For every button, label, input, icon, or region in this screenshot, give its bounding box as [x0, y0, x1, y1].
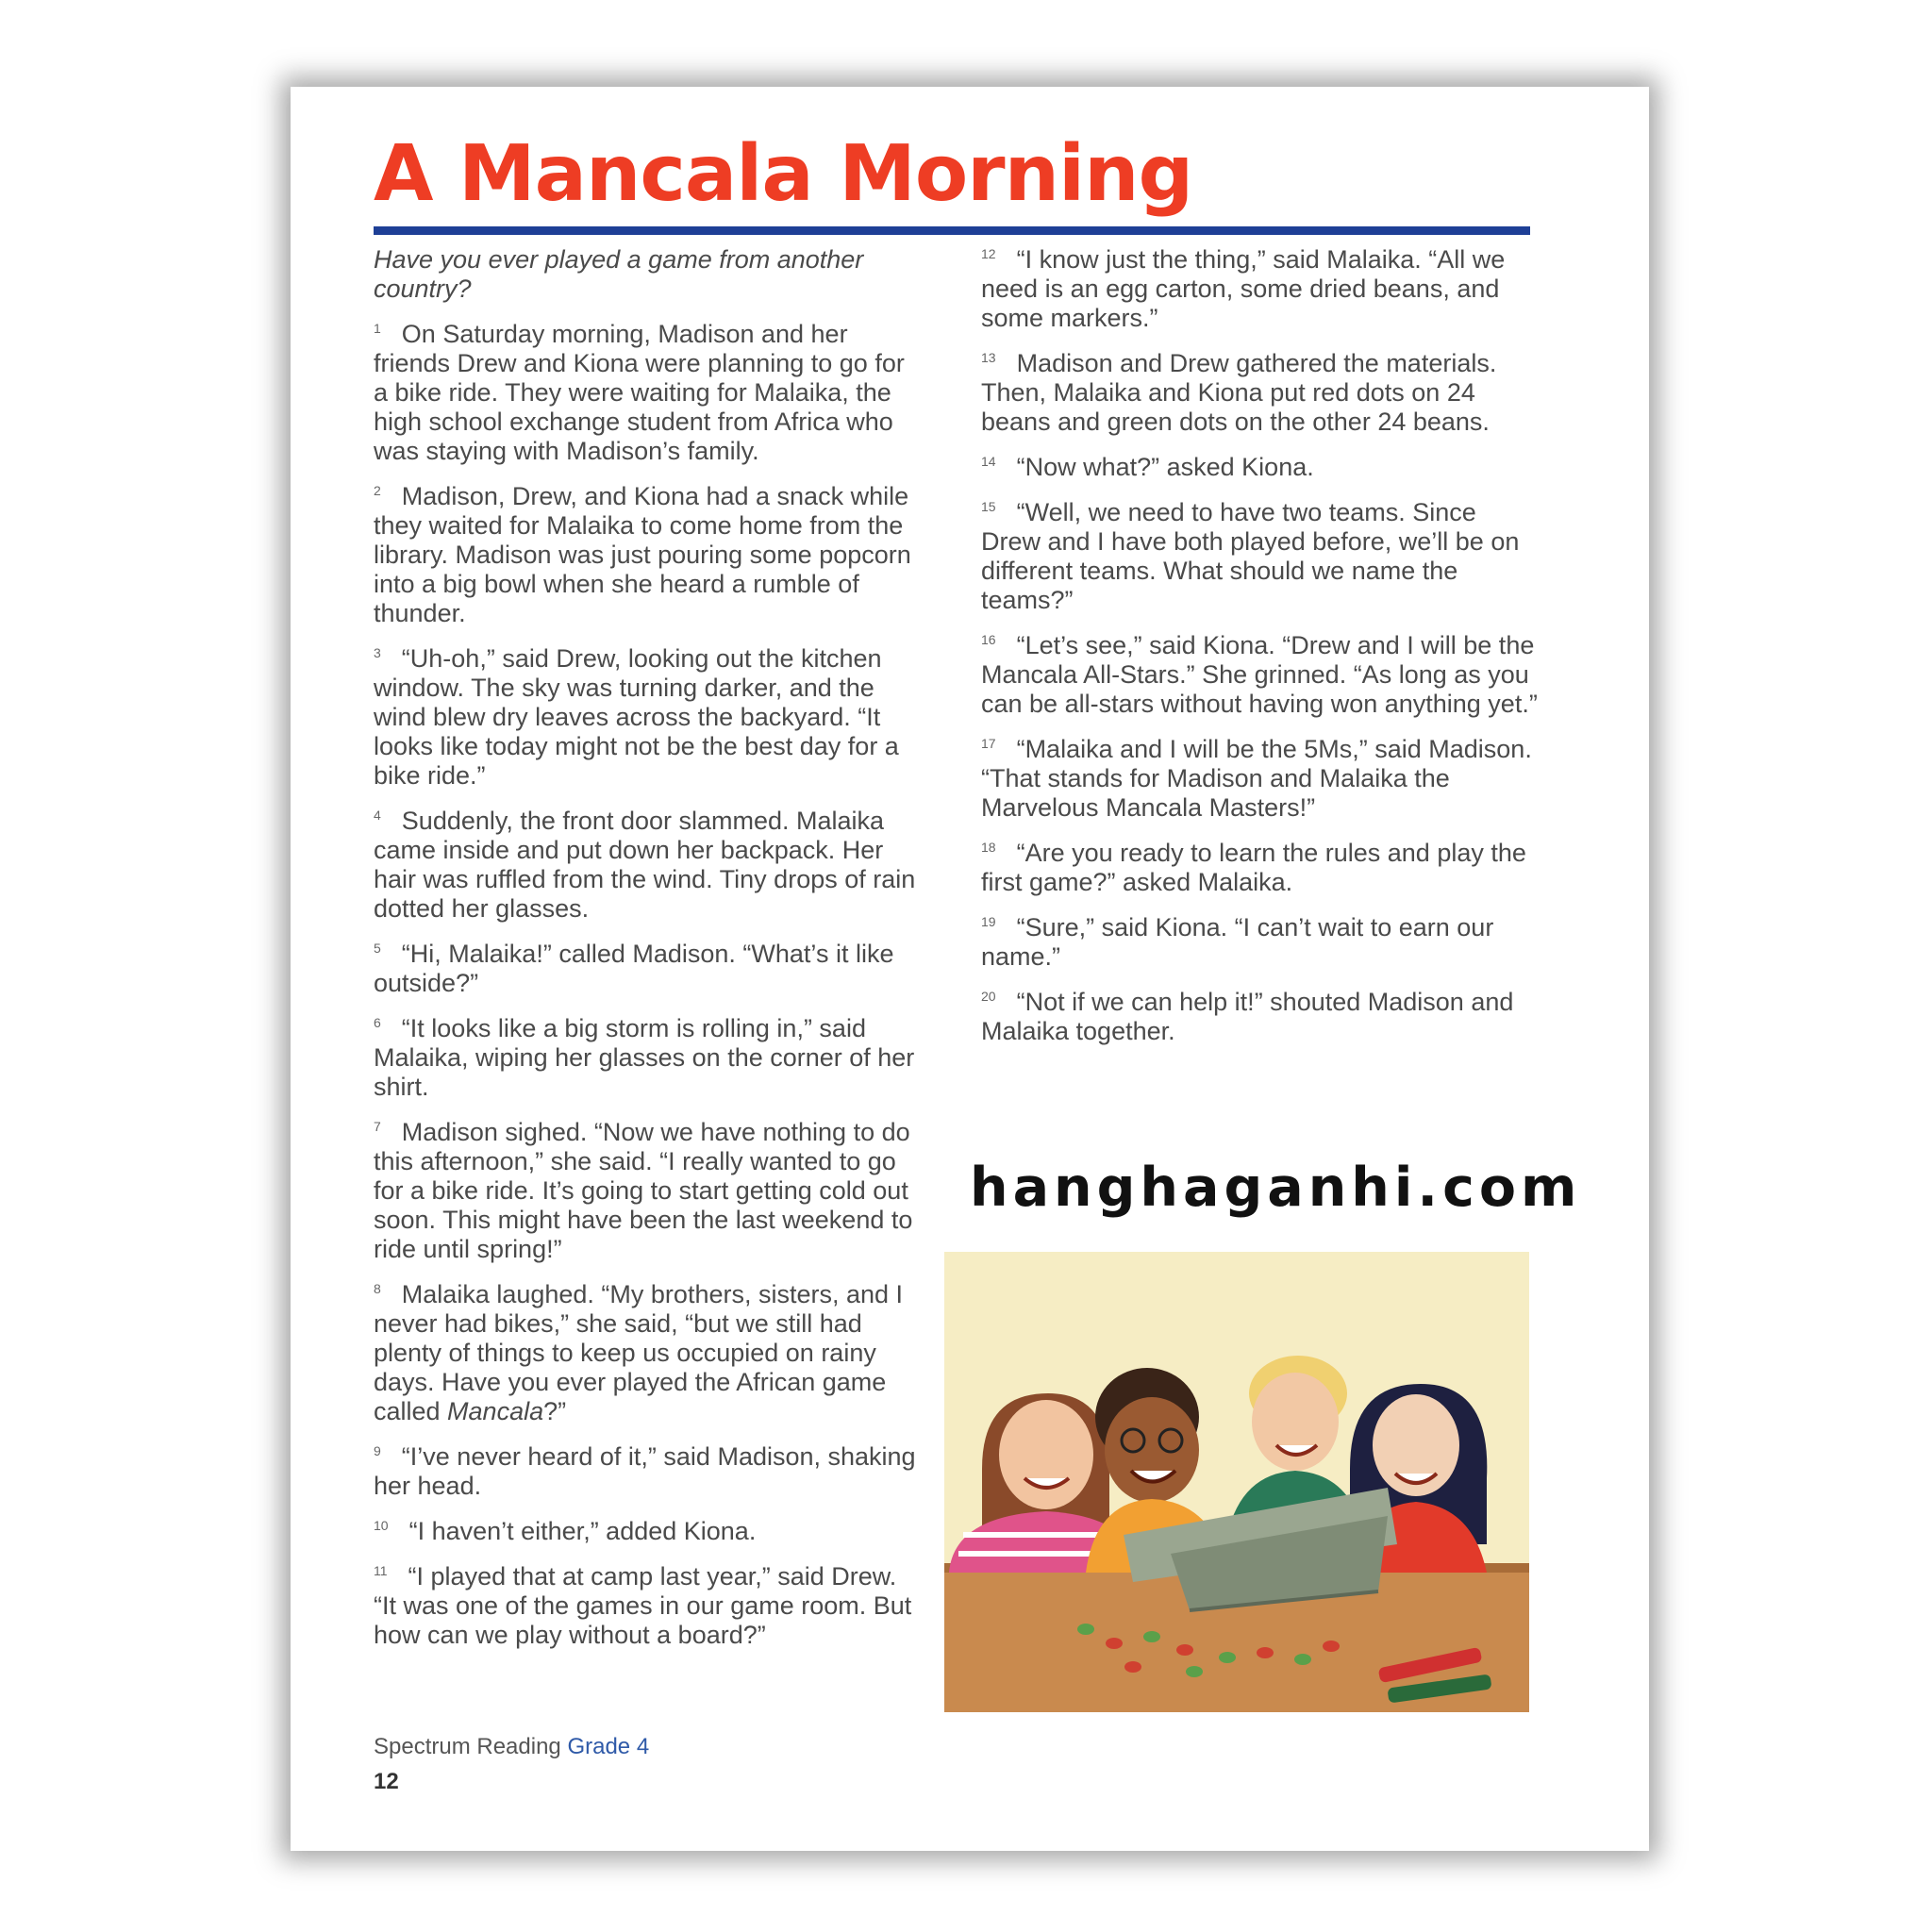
- series-name: Spectrum Reading: [374, 1734, 561, 1759]
- paragraph-number: 19: [981, 914, 996, 929]
- paragraph-text: “I know just the thing,” said Malaika. “All we need is an egg carton, some dried beans, and some markers.”: [981, 245, 1506, 332]
- paragraph: [374, 1280, 923, 1426]
- paragraph: [374, 1442, 923, 1501]
- paragraph: [374, 1118, 923, 1264]
- paragraph-number: 3: [374, 645, 381, 660]
- paragraph-text: Madison, Drew, and Kiona had a snack while they waited for Malaika to come home from the library. Madison was just pouring some popcorn into a big bowl when she heard a rumble of thunder.: [374, 482, 911, 627]
- intro-question: Have you ever played a game from another country?: [374, 245, 864, 303]
- paragraph-text: “Sure,” said Kiona. “I can’t wait to earn our name.”: [981, 913, 1494, 971]
- paragraph-text: “Malaika and I will be the 5Ms,” said Madison. “That stands for Madison and Malaika the Marvelous Mancala Masters!”: [981, 735, 1532, 822]
- paragraph-text: On Saturday morning, Madison and her friends Drew and Kiona were planning to go for a bike ride. They were waiting for Malaika, the high school exchange student from Africa who was staying with Madison’s family.: [374, 320, 905, 465]
- paragraph-text: “Well, we need to have two teams. Since Drew and I have both played before, we’ll be on different teams. What should we name the teams?”: [981, 498, 1520, 614]
- paragraph-text: “It looks like a big storm is rolling in,” said Malaika, wiping her glasses on the corner of her shirt.: [374, 1014, 915, 1101]
- story-title: A Mancala Morning: [374, 129, 1193, 219]
- paragraph-text: “Not if we can help it!” shouted Madison and Malaika together.: [981, 988, 1514, 1045]
- paragraph: [981, 735, 1538, 823]
- paragraph: [981, 349, 1538, 437]
- paragraph: [374, 1562, 923, 1650]
- paragraph-text: “Are you ready to learn the rules and play the first game?” asked Malaika.: [981, 839, 1526, 896]
- paragraph: [374, 1014, 923, 1102]
- paragraph: [981, 913, 1538, 972]
- paragraph-text: Malaika laughed. “My brothers, sisters, and I never had bikes,” she said, “but we still had plenty of things to keep us occupied on rainy days. Have you ever played the African game called: [374, 1280, 904, 1425]
- paragraph-text: “Hi, Malaika!” called Madison. “What’s it like outside?”: [374, 940, 894, 997]
- paragraph: [981, 631, 1538, 719]
- page-number: 12: [374, 1769, 399, 1794]
- paragraph-text: Suddenly, the front door slammed. Malaika came inside and put down her backpack. Her hair was ruffled from the wind. Tiny drops of rain dotted her glasses.: [374, 807, 916, 923]
- paragraph: [374, 482, 923, 628]
- paragraph: [981, 839, 1538, 897]
- paragraph-number: 18: [981, 840, 996, 855]
- worksheet-page: [291, 87, 1649, 1851]
- paragraph-text: “I played that at camp last year,” said Drew. “It was one of the games in our game room. But how can we play without a board?”: [374, 1562, 912, 1649]
- paragraph: [374, 1517, 923, 1546]
- grade-label: Grade 4: [567, 1734, 650, 1759]
- paragraph-number: 12: [981, 246, 996, 261]
- paragraph-number: 10: [374, 1518, 389, 1533]
- paragraph: [981, 988, 1538, 1046]
- paragraph: [981, 245, 1538, 333]
- paragraph-number: 5: [374, 941, 381, 956]
- paragraph-number: 8: [374, 1281, 381, 1296]
- paragraph-number: 4: [374, 808, 381, 823]
- paragraph-number: 11: [374, 1563, 388, 1578]
- illustration: [944, 1252, 1529, 1712]
- paragraph: [374, 644, 923, 791]
- paragraph-number: 20: [981, 989, 996, 1004]
- paragraph-text: “I’ve never heard of it,” said Madison, shaking her head.: [374, 1442, 916, 1500]
- paragraph-number: 16: [981, 632, 996, 647]
- paragraph-text: Madison sighed. “Now we have nothing to do this afternoon,” she said. “I really wanted to go for a bike ride. It’s going to start getting cold out soon. This might have been the last weekend to ride until spring!”: [374, 1118, 913, 1263]
- game-name: Mancala: [447, 1397, 544, 1425]
- paragraph-number: 6: [374, 1015, 381, 1030]
- paragraph-number: 9: [374, 1443, 381, 1458]
- watermark-text: hanghaganhi.com: [970, 1157, 1582, 1219]
- paragraph-text: Madison and Drew gathered the materials. Then, Malaika and Kiona put red dots on 24 beans and green dots on the other 24 beans.: [981, 349, 1497, 436]
- paragraph-text: “I haven’t either,” added Kiona.: [408, 1517, 757, 1545]
- paragraph-number: 2: [374, 483, 381, 498]
- paragraph-number: 14: [981, 454, 996, 469]
- paragraph-text-end: ?”: [543, 1397, 567, 1425]
- paragraph-text: “Now what?” asked Kiona.: [1016, 453, 1314, 481]
- paragraph-number: 15: [981, 499, 996, 514]
- paragraph-number: 13: [981, 350, 996, 365]
- paragraph-number: 1: [374, 321, 381, 336]
- title-rule: [374, 226, 1530, 235]
- right-column: [981, 245, 1538, 1062]
- paragraph: [981, 453, 1538, 482]
- footer-credit: [374, 1734, 649, 1760]
- paragraph: [374, 940, 923, 998]
- paragraph-text: “Let’s see,” said Kiona. “Drew and I will be the Mancala All-Stars.” She grinned. “As long as you can be all-stars without having won anything yet.”: [981, 631, 1538, 718]
- paragraph-number: 17: [981, 736, 996, 751]
- paragraph: [374, 320, 923, 466]
- paragraph: [374, 807, 923, 924]
- paragraph-text: “Uh-oh,” said Drew, looking out the kitchen window. The sky was turning darker, and the wind blew dry leaves across the backyard. “It looks like today might not be the best day for a bike ride.”: [374, 644, 899, 790]
- paragraph: [981, 498, 1538, 615]
- left-column: [374, 245, 923, 1666]
- paragraph-number: 7: [374, 1119, 381, 1134]
